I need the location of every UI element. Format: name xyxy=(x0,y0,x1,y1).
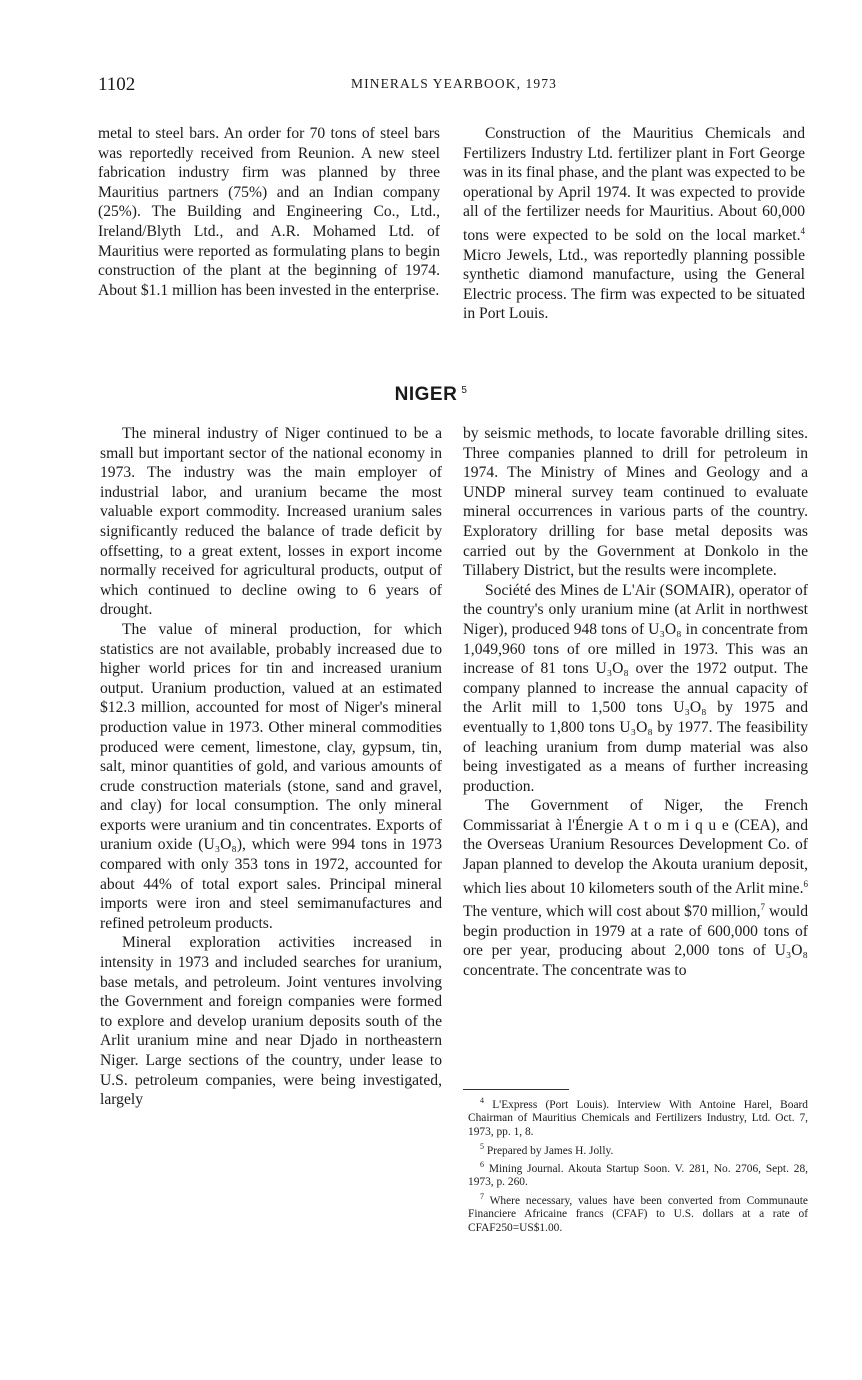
paragraph: metal to steel bars. An order for 70 tons of steel bars was reportedly received from Reunion. A new steel fabrication industry firm was planned by three Mauritius partners (75%) and an Indian company (25%). The Building and Engineering Co., Ltd., Ireland/Blyth Ltd., and A.R. Mohamed Ltd. of Mauritius were reported as formulating plans to begin construction of the plant at the beginning of 1974. About $1.1 million has been invested in the enterprise. xyxy=(98,125,440,299)
footnote-divider xyxy=(463,1089,569,1090)
niger-left-column xyxy=(100,424,442,1110)
footnote-number: 5 xyxy=(480,1141,484,1151)
section-heading-niger xyxy=(0,384,862,406)
footnote xyxy=(468,1094,808,1140)
paragraph: The mineral industry of Niger continued to be a small but important sector of the national economy in 1973. The industry was the main employer of industrial labor, and uranium became the most valuable export commodity. Increased uranium sales significantly reduced the balance of trade deficit by offsetting, to a great extent, losses in export income normally received for agricultural products, output of which continued to decline owing to 6 years of drought. xyxy=(100,425,442,619)
paragraph: Société des Mines de L'Air (SOMAIR), operator of the country's only uranium mine (at Arlit in northwest Niger), produced 948 tons of U₃O₈ in concentrate from 1,049,960 tons of ore milled in 1973. This was an increase of 81 tons U₃O₈ over the 1972 output. The company planned to increase the annual capacity of the Arlit mill to 1,500 tons U₃O₈ by 1975 and eventually to 1,800 tons U₃O₈ by 1977. The feasibility of leaching uranium from dump material was also being investigated as a means of further increasing production. xyxy=(463,581,808,795)
footnote-number: 4 xyxy=(480,1096,484,1105)
top-right-column xyxy=(463,124,805,324)
paragraph-text: The venture, which will cost about $70 million, xyxy=(463,903,761,921)
footnote-ref: 7 xyxy=(760,902,765,913)
section-title-text: NIGER xyxy=(394,384,458,405)
footnote xyxy=(468,1158,808,1190)
footnote-text: Where necessary, values have been converted from Communaute Financiere Africaine francs (CFAF) to U.S. dollars at a rate of CFAF250=US$1.00. xyxy=(468,1194,808,1234)
footnote-text: Mining Journal. Akouta Startup Soon. V. 281, No. 2706, Sept. 28, 1973, p. 260. xyxy=(468,1162,808,1189)
footnote xyxy=(468,1140,808,1158)
paragraph: The value of mineral production, for which statistics are not available, probably increased due to higher world prices for tin and increased uranium output. Uranium production, valued at an estimated $12.3 million, accounted for most of Niger's mineral production value in 1973. Other mineral commodities produced were cement, limestone, clay, gypsum, tin, salt, minor quantities of gold, and various amounts of crude construction materials (stone, sand and gravel, and clay) for local consumption. The only mineral exports were uranium and tin concentrates. Exports of uranium oxide (U₃O₈), which were 994 tons in 1973 compared with only 353 tons in 1972, accounted for about 44% of total export sales. Principal mineral imports were iron and steel semimanufactures and refined petroleum products. xyxy=(100,620,442,932)
footnote-number: 6 xyxy=(480,1159,484,1169)
footnote-text: L'Express (Port Louis). Interview With Antoine Harel, Board Chairman of Mauritius Chemicals and Fertilizers Industry, Ltd. Oct. 7, 1973, pp. 1, 8. xyxy=(468,1098,808,1138)
footnote-ref: 6 xyxy=(803,878,808,889)
footnote-ref: 5 xyxy=(461,385,468,396)
paragraph-text: The Government of Niger, the French Commissariat à l'Énergie A t o m i q u e (CEA), and the Overseas Uranium Resources Development Co. of Japan planned to develop the Akouta uranium deposit, which lies about 10 kilometers south of the Arlit mine. xyxy=(463,797,808,897)
running-title: MINERALS YEARBOOK, 1973 xyxy=(351,76,557,91)
niger-right-column xyxy=(463,424,808,981)
top-left-column xyxy=(98,124,440,300)
footnote-text: Prepared by James H. Jolly. xyxy=(486,1144,614,1157)
footnote-ref: 4 xyxy=(800,225,805,236)
footnote-number: 7 xyxy=(480,1191,484,1201)
footnote xyxy=(468,1190,808,1236)
paragraph xyxy=(463,796,808,980)
paragraph-text: Construction of the Mauritius Chemicals and Fertilizers Industry Ltd. fertilizer plant in Fort George was in its final phase, and the plant was expected to be operational by April 1974. It was expected to provide all of the fertilizer needs for Mauritius. About 60,000 tons were expected to be sold on the local market. xyxy=(463,125,805,244)
paragraph-text: would begin production in 1979 at a rate of 600,000 tons of ore per year, producing about 2,000 tons of U₃O₈ concentrate. The concentrate was to xyxy=(463,903,808,980)
footnotes xyxy=(468,1094,808,1236)
paragraph: by seismic methods, to locate favorable drilling sites. Three companies planned to drill for petroleum in 1974. The Ministry of Mines and Geology and a UNDP mineral survey team continued to evaluate mineral occurrences in various parts of the country. Exploratory drilling for base metal deposits was carried out by the Government at Donkolo in the Tillabery District, but the results were incomplete. xyxy=(463,425,808,580)
paragraph-text: Micro Jewels, Ltd., was reportedly planning possible synthetic diamond manufacture, using the General Electric process. The firm was expected to be situated in Port Louis. xyxy=(463,246,805,323)
page-header xyxy=(98,74,810,98)
paragraph: Mineral exploration activities increased in intensity in 1973 and included searches for uranium, base metals, and petroleum. Joint ventures involving the Government and foreign companies were formed to explore and develop uranium deposits south of the Arlit uranium mine and near Djado in northeastern Niger. Large sections of the country, under lease to U.S. petroleum companies, were being investigated, largely xyxy=(100,934,442,1109)
page-number: 1102 xyxy=(98,74,136,95)
paragraph xyxy=(463,124,805,324)
